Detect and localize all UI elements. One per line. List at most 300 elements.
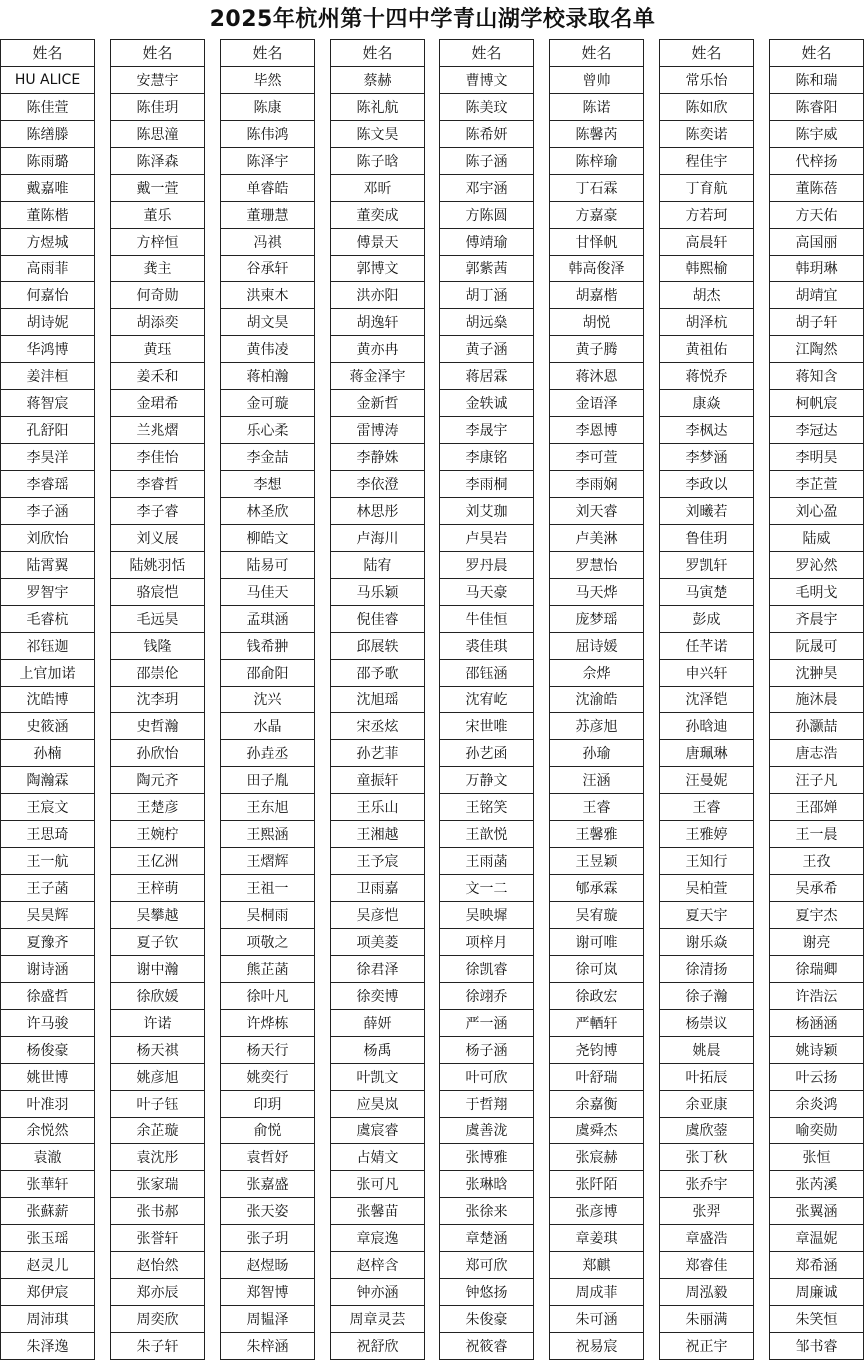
student-name: 李明昊 <box>770 444 864 471</box>
student-name: 宋世唯 <box>440 713 534 740</box>
table-row <box>111 551 205 578</box>
table-row <box>331 1279 425 1306</box>
table-row <box>440 928 534 955</box>
student-name: 章姜琪 <box>550 1225 644 1252</box>
table-row <box>660 174 754 201</box>
student-name: 吴彦恺 <box>331 902 425 929</box>
table-row <box>111 578 205 605</box>
table-row <box>440 1009 534 1036</box>
student-name: 赵怡然 <box>111 1252 205 1279</box>
table-row <box>660 578 754 605</box>
table-row <box>660 524 754 551</box>
student-name: 施沐晨 <box>770 686 864 713</box>
student-name: 张嘉盛 <box>221 1171 315 1198</box>
student-name: 雷博涛 <box>331 417 425 444</box>
student-name: 骆宸恺 <box>111 578 205 605</box>
table-row <box>660 1171 754 1198</box>
student-name: 胡丁涵 <box>440 282 534 309</box>
student-name: 陈如欣 <box>660 93 754 120</box>
student-name: 王睿 <box>550 794 644 821</box>
student-name: 叶舒瑞 <box>550 1063 644 1090</box>
table-row <box>1 1009 95 1036</box>
table-row <box>111 1252 205 1279</box>
student-name: 陆易可 <box>221 551 315 578</box>
table-row <box>111 875 205 902</box>
student-name: 邓宇涵 <box>440 174 534 201</box>
table-row <box>660 1009 754 1036</box>
table-row <box>770 1198 864 1225</box>
table-row <box>770 1279 864 1306</box>
student-name: 胡靖宜 <box>770 282 864 309</box>
student-name: 吴宥璇 <box>550 902 644 929</box>
student-name: 卢海川 <box>331 524 425 551</box>
table-row <box>770 767 864 794</box>
student-name: 王湘越 <box>331 821 425 848</box>
student-name: 吴映墀 <box>440 902 534 929</box>
student-name: 杨子涵 <box>440 1036 534 1063</box>
table-row <box>331 147 425 174</box>
student-name: 江陶然 <box>770 336 864 363</box>
student-name: 尧钧博 <box>550 1036 644 1063</box>
table-row <box>1 255 95 282</box>
student-name: 胡诗妮 <box>1 309 95 336</box>
table-row <box>440 524 534 551</box>
student-name: 俞悦 <box>221 1117 315 1144</box>
table-row <box>331 417 425 444</box>
student-name: 章楚涵 <box>440 1225 534 1252</box>
student-name: 徐欣媛 <box>111 982 205 1009</box>
student-name: 蒋居霖 <box>440 363 534 390</box>
student-name: 黄祖佑 <box>660 336 754 363</box>
column-header: 姓名 <box>111 40 205 67</box>
table-row <box>660 66 754 93</box>
student-name: 卢昊岩 <box>440 524 534 551</box>
table-row <box>440 1036 534 1063</box>
table-row <box>440 713 534 740</box>
student-name: 李金喆 <box>221 444 315 471</box>
student-name: 毛远昊 <box>111 605 205 632</box>
student-name: 高雨菲 <box>1 255 95 282</box>
student-name: 孙垚丞 <box>221 740 315 767</box>
student-name: 陈泽宇 <box>221 147 315 174</box>
table-row <box>1 955 95 982</box>
table-row <box>111 955 205 982</box>
table-row <box>1 524 95 551</box>
table-row <box>550 336 644 363</box>
table-row <box>770 794 864 821</box>
table-row <box>221 821 315 848</box>
table-row <box>770 120 864 147</box>
table-row <box>770 1144 864 1171</box>
table-row <box>770 1009 864 1036</box>
table-row <box>440 875 534 902</box>
student-name: 张宸赫 <box>550 1144 644 1171</box>
student-name: 徐奕博 <box>331 982 425 1009</box>
student-name: 李睿哲 <box>111 471 205 498</box>
table-row <box>221 282 315 309</box>
table-row <box>111 821 205 848</box>
table-row <box>550 444 644 471</box>
table-row <box>1 713 95 740</box>
student-name: 董奕成 <box>331 201 425 228</box>
table-row <box>111 390 205 417</box>
student-name: 金珺希 <box>111 390 205 417</box>
table-row <box>221 363 315 390</box>
student-name: 祝正宇 <box>660 1333 754 1360</box>
table-row <box>550 578 644 605</box>
student-name: 袁澈 <box>1 1144 95 1171</box>
student-name: 张恒 <box>770 1144 864 1171</box>
student-name: 张華轩 <box>1 1171 95 1198</box>
student-name: 余芷璇 <box>111 1117 205 1144</box>
table-row <box>1 578 95 605</box>
student-name: 徐子瀚 <box>660 982 754 1009</box>
page-title: 2025年杭州第十四中学青山湖学校录取名单 <box>209 7 656 32</box>
student-name: 李雨桐 <box>440 471 534 498</box>
student-name: 虞舜杰 <box>550 1117 644 1144</box>
table-row <box>221 686 315 713</box>
column-header: 姓名 <box>221 40 315 67</box>
student-name: 张家瑞 <box>111 1171 205 1198</box>
table-row <box>331 497 425 524</box>
table-row <box>221 1063 315 1090</box>
student-name: 王婉柠 <box>111 821 205 848</box>
student-name: 陈奕诺 <box>660 120 754 147</box>
table-row <box>111 363 205 390</box>
student-name: 黄子涵 <box>440 336 534 363</box>
table-row <box>440 605 534 632</box>
table-row <box>440 848 534 875</box>
name-column-6 <box>549 39 644 1360</box>
student-name: 邵俞阳 <box>221 659 315 686</box>
table-row <box>770 848 864 875</box>
table-row <box>550 686 644 713</box>
student-name: 何嘉怡 <box>1 282 95 309</box>
table-row <box>550 201 644 228</box>
table-row <box>111 93 205 120</box>
table-row <box>221 497 315 524</box>
student-name: 王予宸 <box>331 848 425 875</box>
student-name: 陈子涵 <box>440 147 534 174</box>
student-name: 蒋金泽宇 <box>331 363 425 390</box>
student-name: 沈渝皓 <box>550 686 644 713</box>
table-row <box>660 1198 754 1225</box>
table-row <box>440 1117 534 1144</box>
table-row <box>1 686 95 713</box>
student-name: 张子玥 <box>221 1225 315 1252</box>
table-row <box>221 955 315 982</box>
table-row <box>440 255 534 282</box>
student-name: 胡添奕 <box>111 309 205 336</box>
table-row <box>331 93 425 120</box>
student-name: 许马骏 <box>1 1009 95 1036</box>
table-row <box>1 147 95 174</box>
student-name: 史筱涵 <box>1 713 95 740</box>
student-name: 张蘇薪 <box>1 1198 95 1225</box>
table-row <box>440 1333 534 1360</box>
table-row <box>550 902 644 929</box>
student-name: 丁石霖 <box>550 174 644 201</box>
table-row <box>550 794 644 821</box>
student-name: 屈诗媛 <box>550 632 644 659</box>
student-name: 陈宇威 <box>770 120 864 147</box>
student-name: 于哲翔 <box>440 1090 534 1117</box>
table-row <box>770 363 864 390</box>
student-name: 毛睿杭 <box>1 605 95 632</box>
table-row <box>1 66 95 93</box>
student-name: 冯祺 <box>221 228 315 255</box>
table-row <box>1 928 95 955</box>
student-name: 胡泽杭 <box>660 309 754 336</box>
student-name: 高晨轩 <box>660 228 754 255</box>
table-row <box>660 1063 754 1090</box>
table-row <box>770 578 864 605</box>
student-name: 陈康 <box>221 93 315 120</box>
student-name: 许诺 <box>111 1009 205 1036</box>
student-name: 张芮溪 <box>770 1171 864 1198</box>
student-name: 李冠达 <box>770 417 864 444</box>
table-row <box>660 336 754 363</box>
student-name: 康焱 <box>660 390 754 417</box>
table-row <box>550 471 644 498</box>
table-row <box>770 605 864 632</box>
table-row <box>221 875 315 902</box>
table-row <box>331 848 425 875</box>
table-row <box>1 363 95 390</box>
table-row <box>111 309 205 336</box>
student-name: 马佳天 <box>221 578 315 605</box>
student-name: 陈子晗 <box>331 147 425 174</box>
table-row <box>770 282 864 309</box>
table-row <box>440 1171 534 1198</box>
table-row <box>550 417 644 444</box>
student-name: 方煜城 <box>1 228 95 255</box>
table-row <box>770 471 864 498</box>
table-row <box>550 1252 644 1279</box>
student-name: 陈佳玥 <box>111 93 205 120</box>
student-name: 李想 <box>221 471 315 498</box>
student-name: 杨禹 <box>331 1036 425 1063</box>
table-row <box>440 1306 534 1333</box>
student-name: 朱俊豪 <box>440 1306 534 1333</box>
table-row <box>111 1306 205 1333</box>
student-name: 沈旭瑶 <box>331 686 425 713</box>
table-row <box>440 228 534 255</box>
table-row <box>331 471 425 498</box>
table-row <box>1 848 95 875</box>
table-row <box>550 120 644 147</box>
table-row <box>221 1252 315 1279</box>
student-name: 汪涵 <box>550 767 644 794</box>
student-name: 谷承轩 <box>221 255 315 282</box>
student-name: 毕然 <box>221 66 315 93</box>
student-name: 谢乐焱 <box>660 928 754 955</box>
table-row <box>770 524 864 551</box>
student-name: 祝筱睿 <box>440 1333 534 1360</box>
table-row <box>550 713 644 740</box>
student-name: 马寅楚 <box>660 578 754 605</box>
table-row <box>550 659 644 686</box>
student-name: 徐清扬 <box>660 955 754 982</box>
student-name: 倪佳睿 <box>331 605 425 632</box>
student-name: 周韫泽 <box>221 1306 315 1333</box>
table-row <box>221 147 315 174</box>
student-name: 邵予歌 <box>331 659 425 686</box>
table-row <box>331 1333 425 1360</box>
table-row <box>111 174 205 201</box>
table-row <box>1 1171 95 1198</box>
table-row <box>660 1225 754 1252</box>
student-name: 方若珂 <box>660 201 754 228</box>
student-name: 李晟宇 <box>440 417 534 444</box>
student-name: 罗沁然 <box>770 551 864 578</box>
student-name: 许浩沄 <box>770 982 864 1009</box>
column-header: 姓名 <box>550 40 644 67</box>
table-row <box>221 444 315 471</box>
student-name: 林思彤 <box>331 497 425 524</box>
student-name: 余悦然 <box>1 1117 95 1144</box>
table-row <box>660 1252 754 1279</box>
student-name: 王东旭 <box>221 794 315 821</box>
student-name: 韩高俊泽 <box>550 255 644 282</box>
student-name: 吴承希 <box>770 875 864 902</box>
student-name: 华鸿博 <box>1 336 95 363</box>
student-name: 郇承霖 <box>550 875 644 902</box>
student-name: HU ALICE <box>1 66 95 93</box>
student-name: 陆霄翼 <box>1 551 95 578</box>
student-name: 李静姝 <box>331 444 425 471</box>
table-row <box>111 1036 205 1063</box>
table-row <box>331 174 425 201</box>
table-row <box>550 605 644 632</box>
student-name: 沈宥屹 <box>440 686 534 713</box>
table-row <box>1 551 95 578</box>
student-name: 孙欣怡 <box>111 740 205 767</box>
table-row <box>221 928 315 955</box>
student-name: 王睿 <box>660 794 754 821</box>
table-row <box>550 740 644 767</box>
student-name: 卫雨嘉 <box>331 875 425 902</box>
table-row <box>440 66 534 93</box>
table-row <box>770 659 864 686</box>
student-name: 余嘉衡 <box>550 1090 644 1117</box>
table-row <box>221 1279 315 1306</box>
table-row <box>440 794 534 821</box>
table-row <box>111 632 205 659</box>
student-name: 何奇勋 <box>111 282 205 309</box>
name-column-2 <box>110 39 205 1360</box>
table-row <box>660 363 754 390</box>
table-row <box>111 659 205 686</box>
table-row <box>770 1090 864 1117</box>
table-row <box>331 955 425 982</box>
student-name: 李政以 <box>660 471 754 498</box>
table-row <box>440 390 534 417</box>
student-name: 叶准羽 <box>1 1090 95 1117</box>
student-name: 项梓月 <box>440 928 534 955</box>
table-row <box>770 955 864 982</box>
table-row <box>331 1117 425 1144</box>
table-row <box>331 120 425 147</box>
name-column-7 <box>659 39 754 1360</box>
student-name: 姚彦旭 <box>111 1063 205 1090</box>
student-name: 董珊慧 <box>221 201 315 228</box>
table-row <box>221 417 315 444</box>
student-name: 沈泽铠 <box>660 686 754 713</box>
table-row <box>331 255 425 282</box>
table-row <box>111 1198 205 1225</box>
student-name: 朱子轩 <box>111 1333 205 1360</box>
student-name: 孙艺函 <box>440 740 534 767</box>
student-name: 吴柏萱 <box>660 875 754 902</box>
table-row <box>331 551 425 578</box>
student-name: 李子睿 <box>111 497 205 524</box>
student-name: 陈睿阳 <box>770 93 864 120</box>
student-name: 水晶 <box>221 713 315 740</box>
table-row <box>550 309 644 336</box>
table-row <box>111 1171 205 1198</box>
table-row <box>111 524 205 551</box>
student-name: 单睿皓 <box>221 174 315 201</box>
table-row <box>770 740 864 767</box>
table-row <box>660 1117 754 1144</box>
student-name: 陈馨芮 <box>550 120 644 147</box>
table-row <box>550 1090 644 1117</box>
student-name: 林圣欣 <box>221 497 315 524</box>
table-row <box>440 1063 534 1090</box>
student-name: 张阡陌 <box>550 1171 644 1198</box>
student-name: 姚晨 <box>660 1036 754 1063</box>
table-row <box>440 1144 534 1171</box>
table-row <box>111 471 205 498</box>
table-row <box>1 309 95 336</box>
student-name: 刘曦若 <box>660 497 754 524</box>
student-name: 胡悦 <box>550 309 644 336</box>
table-row <box>111 848 205 875</box>
student-name: 方嘉豪 <box>550 201 644 228</box>
student-name: 胡嘉楷 <box>550 282 644 309</box>
table-row <box>111 497 205 524</box>
student-name: 钟亦涵 <box>331 1279 425 1306</box>
table-row <box>550 1279 644 1306</box>
table-row <box>440 1090 534 1117</box>
table-row <box>770 632 864 659</box>
table-row <box>550 955 644 982</box>
table-row <box>440 336 534 363</box>
table-row <box>660 497 754 524</box>
table-row <box>331 740 425 767</box>
student-name: 朱泽逸 <box>1 1333 95 1360</box>
student-name: 田子胤 <box>221 767 315 794</box>
table-row <box>111 902 205 929</box>
table-row <box>111 282 205 309</box>
student-name: 王梓萌 <box>111 875 205 902</box>
table-row <box>111 794 205 821</box>
table-row <box>111 713 205 740</box>
student-name: 沈皓博 <box>1 686 95 713</box>
student-name: 徐盛哲 <box>1 982 95 1009</box>
student-name: 戴一萱 <box>111 174 205 201</box>
student-name: 刘天睿 <box>550 497 644 524</box>
table-row <box>440 497 534 524</box>
student-name: 杨俊豪 <box>1 1036 95 1063</box>
table-row <box>660 147 754 174</box>
student-name: 孙灏喆 <box>770 713 864 740</box>
table-row <box>221 1117 315 1144</box>
student-name: 沈翀昊 <box>770 659 864 686</box>
student-name: 黄亦冉 <box>331 336 425 363</box>
table-row <box>550 1198 644 1225</box>
